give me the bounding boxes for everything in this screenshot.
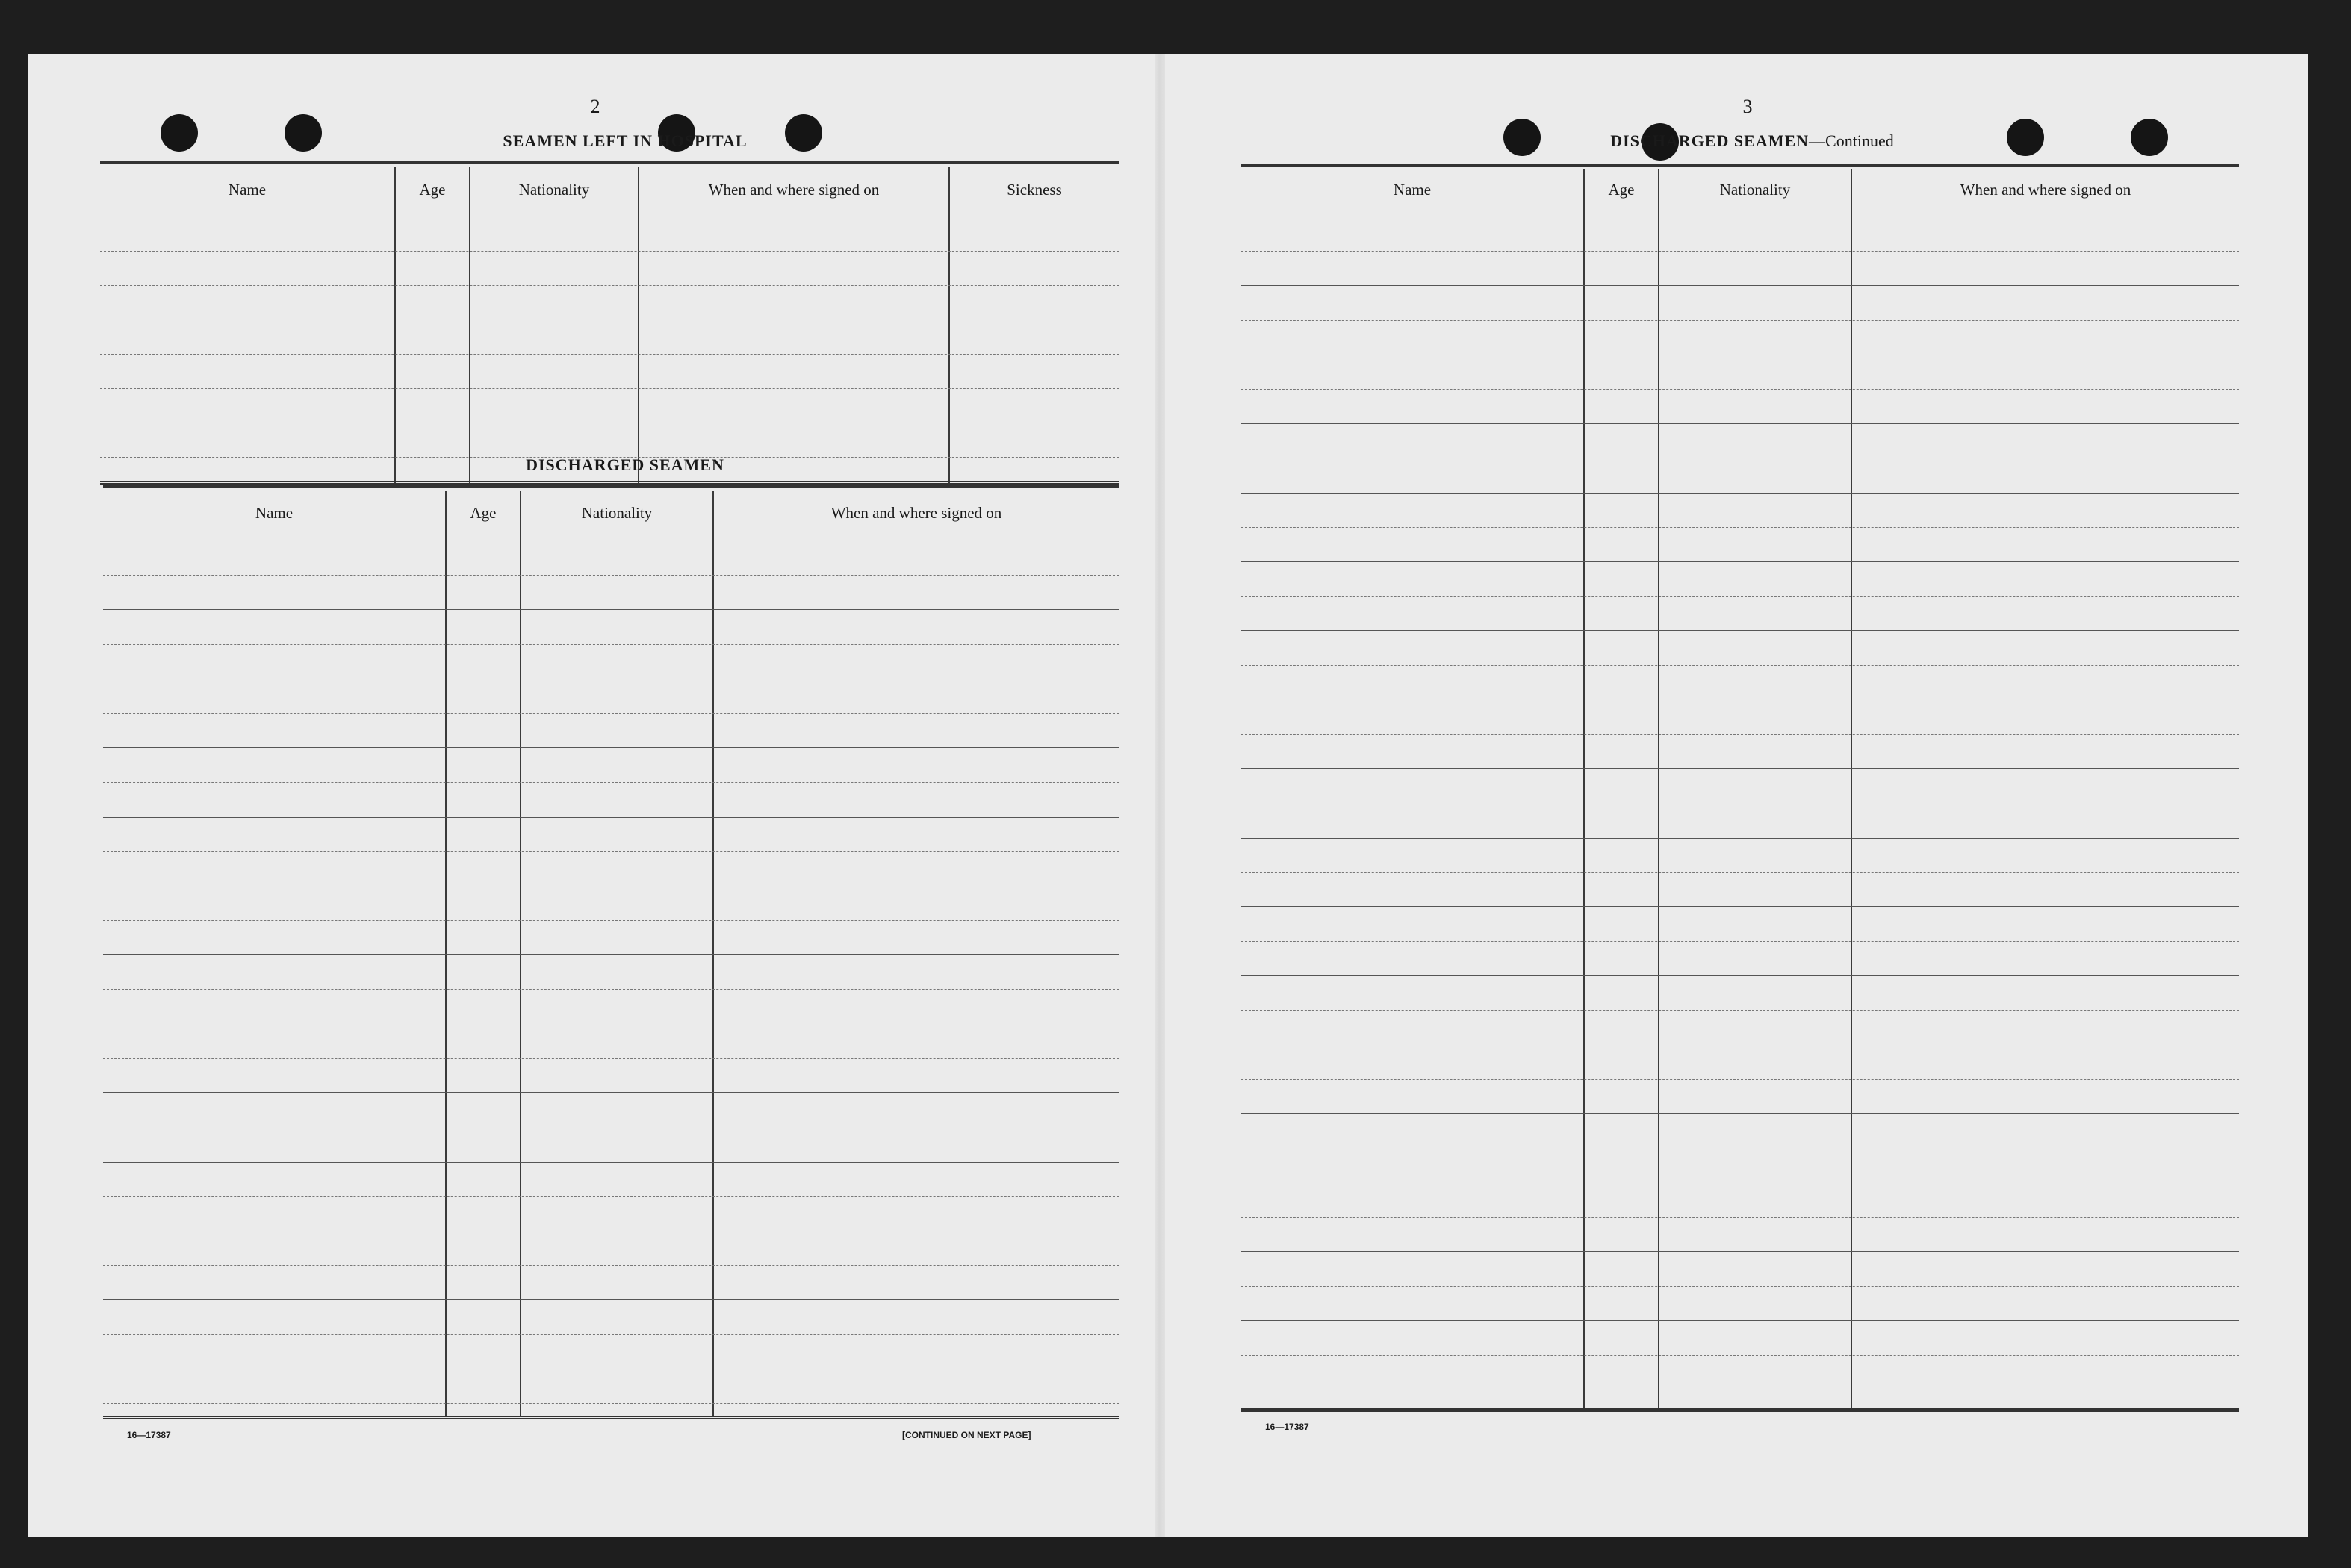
ruled-row-line [1241,1355,2239,1356]
hospital-bottom-rule [100,481,1119,485]
ruled-row-line [103,575,1119,576]
right-section-title-text: DISCHARGED SEAMEN [1610,131,1810,150]
ruled-row-line [1241,630,2239,631]
ruled-row-line [103,1265,1119,1266]
discharged-divider [712,491,714,1416]
hospital-col-sickness: Sickness [1007,181,1062,199]
hospital-top-rule [100,161,1119,164]
hospital-divider [469,167,470,484]
ruled-row-line [1241,941,2239,942]
punch-hole [1503,119,1541,156]
right-col-nationality: Nationality [1719,181,1791,199]
ruled-row-line [103,851,1119,852]
punch-hole [2131,119,2168,156]
hospital-row-line [100,251,1119,252]
form-number-right: 16—17387 [1265,1422,1309,1432]
punch-hole [2007,119,2044,156]
discharged-col-nationality: Nationality [581,504,653,522]
ruled-row-line [103,989,1119,990]
ruled-row-line [103,1162,1119,1163]
ruled-row-line [103,1058,1119,1059]
form-number-left: 16—17387 [127,1430,171,1440]
right-col-age: Age [1608,181,1635,199]
page-number-left: 2 [590,96,600,117]
ruled-row-line [1241,1079,2239,1080]
right-section-title [1558,131,1946,151]
discharged-top-rule [103,485,1119,488]
ruled-row-line [103,1334,1119,1335]
ruled-row-line [103,1403,1119,1404]
right-divider [1851,169,1852,1409]
ruled-row-line [103,609,1119,610]
ruled-row-line [103,1299,1119,1300]
ruled-row-line [1241,1251,2239,1252]
ruled-row-line [1241,734,2239,735]
hospital-divider [638,167,639,484]
ruled-row-line [1241,389,2239,390]
ruled-row-line [1241,1010,2239,1011]
ruled-row-line [1241,527,2239,528]
right-col-name: Name [1393,181,1432,199]
page-number-right: 3 [1742,96,1753,117]
ruled-row-line [1241,1217,2239,1218]
ruled-row-line [1241,665,2239,666]
right-bottom-rule [1241,1408,2239,1412]
ruled-row-line [103,713,1119,714]
right-section-title-suffix: —Continued [1809,131,1894,150]
discharged-divider [445,491,447,1416]
hospital-section-title: SEAMEN LEFT IN HOSPITAL [503,131,748,150]
discharged-section-title: DISCHARGED SEAMEN [526,455,724,474]
form-sheet [28,54,2308,1537]
ruled-row-line [1241,1286,2239,1287]
page-fold [1155,54,1165,1537]
ruled-row-line [1241,561,2239,562]
punch-hole [285,114,322,152]
ruled-row-line [1241,596,2239,597]
ruled-row-line [103,954,1119,955]
punch-hole [161,114,198,152]
right-col-signed-on: When and where signed on [1960,181,2131,199]
ruled-row-line [1241,251,2239,252]
hospital-row-line [100,354,1119,355]
ruled-row-line [103,747,1119,748]
discharged-col-age: Age [470,504,497,522]
discharged-divider [520,491,521,1416]
hospital-col-name: Name [228,181,267,199]
right-top-rule [1241,164,2239,167]
ruled-row-line [103,782,1119,783]
ruled-row-line [103,920,1119,921]
ruled-row-line [1241,768,2239,769]
hospital-row-line [100,388,1119,389]
ruled-row-line [1241,975,2239,976]
ruled-row-line [103,644,1119,645]
ruled-row-line [103,817,1119,818]
hospital-col-age: Age [419,181,446,199]
ruled-row-line [103,1092,1119,1093]
hospital-col-signed-on: When and where signed on [708,181,880,199]
ruled-row-line [1241,1113,2239,1114]
ruled-row-line [1241,493,2239,494]
hospital-col-nationality: Nationality [518,181,590,199]
hospital-divider [394,167,396,484]
continued-note: [CONTINUED ON NEXT PAGE] [902,1430,1031,1440]
ruled-row-line [103,1196,1119,1197]
ruled-row-line [1241,838,2239,839]
discharged-col-signed-on: When and where signed on [830,504,1002,522]
hospital-divider [948,167,950,484]
ruled-row-line [1241,872,2239,873]
right-divider [1658,169,1659,1409]
discharged-col-name: Name [255,504,294,522]
right-divider [1583,169,1585,1409]
hospital-row-line [100,285,1119,286]
ruled-row-line [1241,285,2239,286]
ruled-row-line [1241,1320,2239,1321]
ruled-row-line [1241,423,2239,424]
ruled-row-line [1241,320,2239,321]
ruled-row-line [1241,906,2239,907]
discharged-bottom-rule [103,1416,1119,1419]
